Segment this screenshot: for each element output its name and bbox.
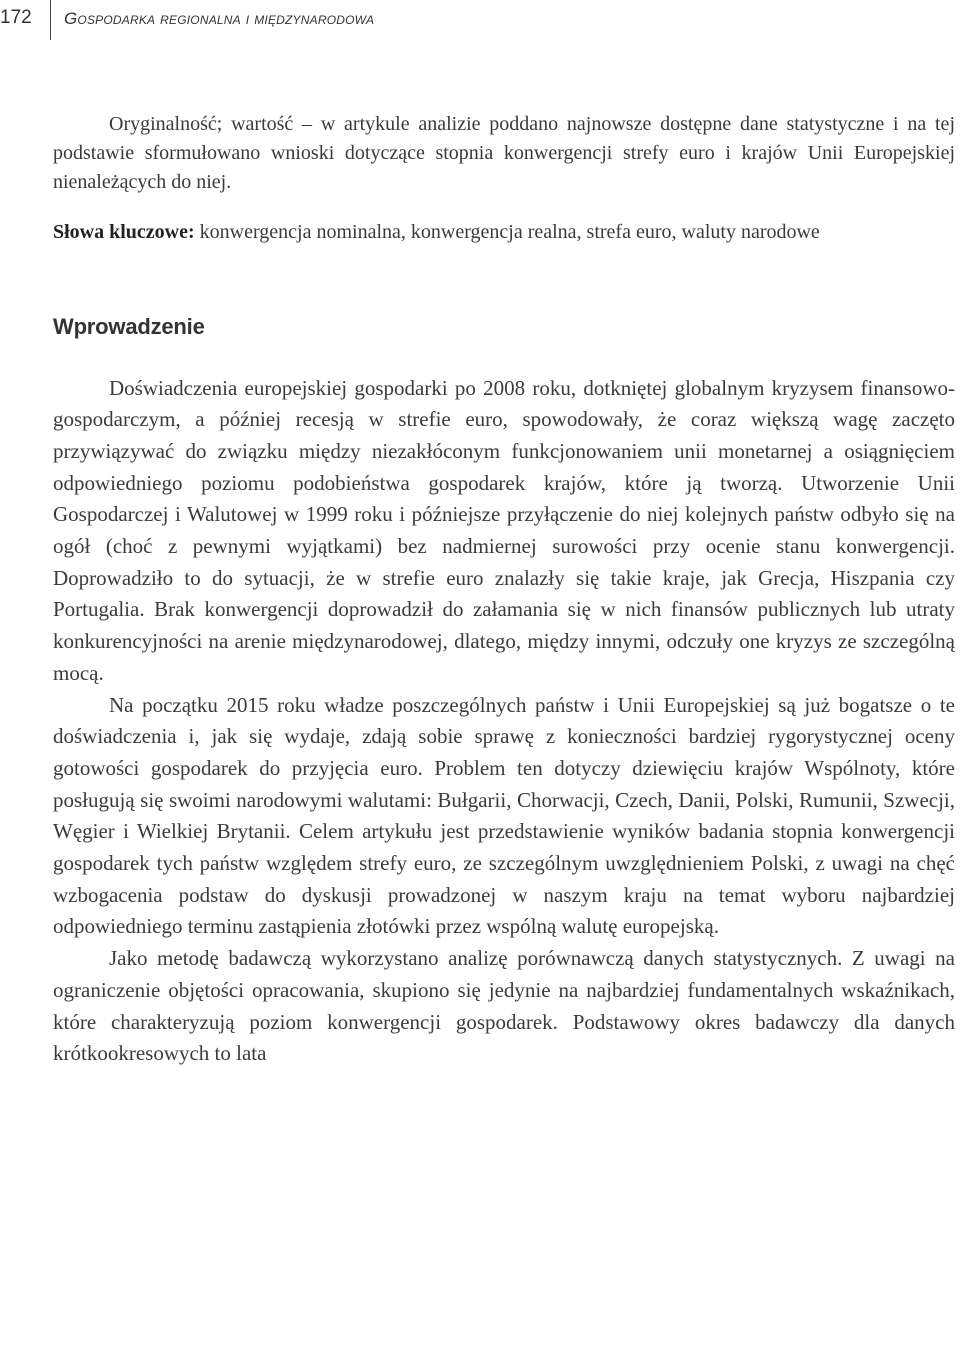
page-header: [0, 0, 960, 42]
abstract-originality: Oryginalność; wartość – w artykule analizie poddano najnowsze dostępne dane statystyczne i na tej podstawie sformułowano wnioski dotyczące stopnia konwergencji strefy euro i krajów Unii Europejskiej nienależących do niej.: [53, 113, 955, 193]
abstract: [53, 110, 955, 247]
running-title: Gospodarka regionalna i międzynarodowa: [64, 9, 375, 28]
page-number: 172: [0, 7, 32, 28]
keywords-text: konwergencja nominalna, konwergencja realna, strefa euro, waluty narodowe: [194, 221, 820, 243]
paragraph: Jako metodę badawczą wykorzystano analizę porównawczą danych statystycznych. Z uwagi na ograniczenie objętości opracowania, skupiono się jedynie na najbardziej fundamentalnych wskaźnikach, które charakteryzują poziom konwergencji gospodarek. Podstawowy okres badawczy dla danych krótkookresowych to lata: [53, 946, 955, 1066]
paragraph: Na początku 2015 roku władze poszczególnych państw i Unii Europejskiej są już bogatsze o te doświadczenia i, jak się wydaje, zdają sobie sprawę z konieczności bardziej rygorystycznej oceny gotowości gospodarek do przyjęcia euro. Problem ten dotyczy dziewięciu krajów Wspólnoty, które posługują się swoimi narodowymi walutami: Bułgarii, Chorwacji, Czech, Danii, Polski, Rumunii, Szwecji, Węgier i Wielkiej Brytanii. Celem artykułu jest przedstawienie wyników badania stopnia konwergencji gospodarek tych państw względem strefy euro, ze szczególnym uwzględnieniem Polski, z uwagi na chęć wzbogacenia podstaw do dyskusji prowadzonej w naszym kraju na temat wyboru najbardziej odpowiedniego terminu zastąpienia złotówki przez wspólną walutę europejską.: [53, 692, 955, 939]
section-heading: Wprowadzenie: [53, 314, 205, 339]
section-body: [53, 373, 955, 1070]
paragraph: Doświadczenia europejskiej gospodarki po 2008 roku, dotkniętej globalnym kryzysem finansowo-gospodarczym, a później recesją w strefie euro, spowodowały, że coraz większą wagę zaczęto przywiązywać do związku między niezakłóconym funkcjonowaniem unii monetarnej a osiągnięciem odpowiedniego poziomu podobieństwa gospodarek krajów, które ją tworzą. Utworzenie Unii Gospodarczej i Walutowej w 1999 roku i późniejsze przyłączenie do niej kolejnych państw odbyło się na ogół (choć z pewnymi wyjątkami) bez nadmiernej surowości przy ocenie stanu konwergencji. Doprowadziło to do sytuacji, że w strefie euro znalazły się takie kraje, jak Grecja, Hiszpania czy Portugalia. Brak konwergencji doprowadził do załamania się w nich finansów publicznych lub utraty konkurencyjności na arenie międzynarodowej, dlatego, między innymi, odczuły one kryzys ze szczególną mocą.: [53, 375, 955, 685]
keywords: [53, 218, 955, 247]
page-content: [53, 110, 955, 1070]
keywords-label: Słowa kluczowe:: [53, 221, 195, 243]
header-divider: [50, 0, 51, 40]
